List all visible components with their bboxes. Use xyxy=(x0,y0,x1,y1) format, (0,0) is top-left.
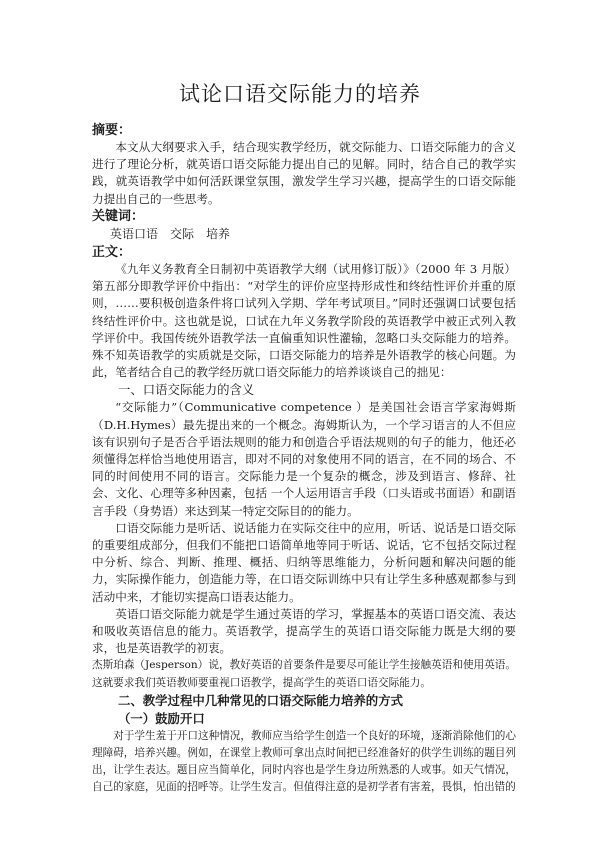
body-intro: 《九年义务教育全日制初中英语教学大纲（试用修订版）》（2000 年 3 月版）第五部分即教学评价中指出：“对学生的评价应坚持形成性和终结性评价并重的原则，……要积极创造条件将口试列入学期、学年考试项目。”同时还强调口试要包括终结性评价中。这也就是说，口试在九年义务教学阶段的英语教学中被正式列入教学评价中。我国传统外语教学法一直偏重知识性灌输，忽略口头交际能力的培养。殊不知英语教学的实质就是交际，口语交际能力的培养是外语教学的核心问题。为此，笔者结合自己的教学经历就口语交际能力的培养谈谈自己的拙见： xyxy=(92,262,516,380)
section2-subheading-1: （一）鼓励开口 xyxy=(118,710,205,726)
abstract-section xyxy=(92,122,516,243)
section1-paragraph-3: 英语口语交际能力就是学生通过英语的学习，掌握基本的英语口语交流、表达和吸收英语信息的能力。英语教学，提高学生的英语口语交际能力既是大纲的要求，也是英语教学的初衷。 xyxy=(92,606,516,656)
abstract-text: 本文从大纲要求入手，结合现实教学经历，就交际能力、口语交际能力的含义进行了理论分析，就英语口语交际能力提出自己的见解。同时，结合自己的教学实践，就英语教学中如何活跃课堂氛围，激发学生学习兴趣，提高学生的口语交际能力提出自己的一些思考。 xyxy=(92,140,516,206)
section2-paragraph-1: 对于学生羞于开口这种情况，教师应当给学生创造一个良好的环境，逐渐消除他们的心理障碍，培养兴趣。例如，在课堂上教师可拿出点时间把已经准备好的供学生训练的题目列出，让学生表达。题目应当简单化，同时内容也是学生身边所熟悉的人或事。如天气情况，自己的家庭，见面的招呼等。让学生发言。但值得注意的是初学者有害羞，畏惧，怕出错的 xyxy=(92,729,516,794)
abstract-label: 摘要： xyxy=(92,123,132,138)
section1-heading: 一、口语交际能力的含义 xyxy=(118,382,255,398)
section2-heading: 二、教学过程中几种常见的口语交际能力培养的方式 xyxy=(118,692,403,708)
page-title: 试论口语交际能力的培养 xyxy=(179,82,421,106)
section1-paragraph-1: “交际能力”（Communicative competence ）是美国社会语言学家海姆斯（D.H.Hymes）最先提出来的一个概念。海姆斯认为，一个学习语言的人不但应该有识别句子是否合乎语法规则的能力和创造合乎语法规则的句子的能力，他还必须懂得怎样恰当地使用语言，即对不同的对象使用不同的语言，在不同的场合、不同的时间使用不同的语言。交际能力是一个复杂的概念，涉及到语言、修辞、社会、文化、心理等多种因素，包括 一个人运用语言手段（口头语或书面语）和副语言手段（身势语）来达到某一特定交际目的的能力。 xyxy=(92,400,516,518)
section1-paragraph-3-quote: 杰斯珀森（Jesperson）说，教好英语的首要条件是要尽可能让学生接触英语和使用英语。这就要求我们英语教师要重视口语教学，提高学生的英语口语交际能力。 xyxy=(92,659,516,689)
section1-paragraph-2: 口语交际能力是听话、说话能力在实际交往中的应用，听话、说话是口语交际的重要组成部分，但我们不能把口语简单地等同于听话、说话，它不包括交际过程中分析、综合、判断、推理、概括、归纳等思维能力，分析问题和解决问题的能力，实际操作能力，创造能力等，在口语交际训练中只有让学生多种感观都参与到活动中来，才能切实提高口语表达能力。 xyxy=(92,520,516,604)
keywords-label: 关键词： xyxy=(92,208,145,224)
body-section xyxy=(92,244,516,797)
body-label: 正文： xyxy=(92,245,132,260)
keywords-text: 英语口语 交际 培养 xyxy=(110,226,231,241)
